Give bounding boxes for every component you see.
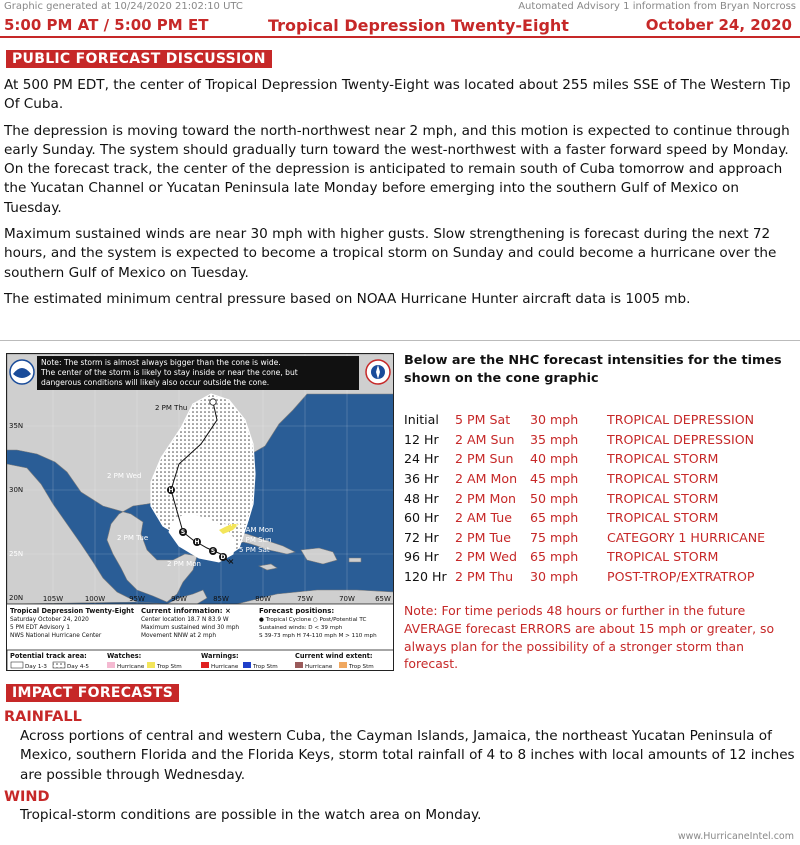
forecast-intensities (404, 352, 796, 673)
section-divider (0, 340, 800, 341)
legend-warnings-title: Warnings: (201, 652, 239, 660)
lon-label: 95W (129, 595, 145, 603)
forecast-time: 5 PM Sat (455, 412, 511, 428)
nws-logo-icon (366, 360, 390, 384)
forecast-hour: 96 Hr (404, 549, 439, 565)
info-location: Center location 18.7 N 83.9 W (141, 617, 229, 623)
current-position-mark: × (227, 557, 235, 566)
legend-hurricane-warning-swatch (201, 662, 209, 668)
info-max-wind: Maximum sustained wind 30 mph (141, 625, 240, 631)
info-current-title: Current information: × (141, 607, 231, 615)
legend-day13: Day 1-3 (25, 664, 47, 670)
lat-label: 30N (9, 486, 24, 494)
lat-label: 20N (9, 594, 24, 602)
forecast-table (404, 410, 765, 586)
track-letter: D (220, 554, 226, 561)
forecast-hour: 12 Hr (404, 431, 439, 447)
table-row (404, 547, 765, 567)
forecast-time: 2 PM Thu (455, 569, 514, 585)
lat-label: 35N (9, 422, 24, 430)
cone-graphic (6, 353, 394, 671)
info-movement: Movement NNW at 2 mph (141, 633, 216, 639)
discussion-paragraph: The depression is moving toward the north-northwest near 2 mph, and this motion is expected to continue through early Sunday. The system should gradually turn toward the west-northwest with a faster forward speed by Monday. On the forecast track, the center of the depression is anticipated to remain south of Cuba tomorrow and approach the Yucatan Channel or Yucatan Peninsula late Monday before emerging into the southern Gulf of Mexico on Tuesday. (4, 122, 790, 216)
forecast-wind: 65 mph (530, 510, 579, 526)
advisory-source: Automated Advisory 1 information from Bryan Norcross (518, 1, 796, 12)
forecast-wind: 65 mph (530, 549, 579, 565)
rainfall-text: Across portions of central and western Cuba, the Cayman Islands, Jamaica, the northeast Yucatan Peninsula of Mexico, southern Florida and the Florida Keys, storm total rainfall of 4 to 8 inches with local amounts of 12 inches are possible through Wednesday. (20, 728, 795, 783)
lon-label: 100W (84, 595, 106, 603)
info-advisory: 5 PM EDT Advisory 1 (10, 625, 70, 631)
forecast-time: 2 AM Sun (455, 431, 515, 447)
longitude-labels (43, 595, 391, 603)
track-letter: H (194, 539, 200, 546)
forecast-category: TROPICAL STORM (607, 549, 719, 565)
legend-ts-wind: Trop Stm (349, 664, 374, 670)
forecast-time: 2 PM Sun (455, 451, 514, 467)
track-label: 2 PM Tue (117, 534, 149, 542)
forecast-intro: Below are the NHC forecast intensities for the times shown on the cone graphic (404, 353, 782, 386)
lon-label: 90W (171, 595, 187, 603)
discussion-paragraph: The estimated minimum central pressure based on NOAA Hurricane Hunter aircraft data is 1005 mb. (4, 290, 691, 307)
info-positions-title: Forecast positions: (259, 607, 335, 615)
forecast-time: 2 PM Tue (455, 529, 511, 545)
track-label: 2 AM Mon (239, 526, 274, 534)
table-row (404, 449, 765, 469)
forecast-wind: 35 mph (530, 431, 579, 447)
legend-day45: Day 4-5 (67, 664, 89, 670)
page-header (0, 14, 800, 38)
legend-day13-swatch (11, 662, 23, 668)
footer-url: www.HurricaneIntel.com (677, 831, 794, 842)
meta-bar (0, 0, 800, 14)
generated-timestamp: Graphic generated at 10/24/2020 21:02:10 UTC (4, 1, 243, 12)
legend-wind-title: Current wind extent: (295, 652, 373, 660)
forecast-category: TROPICAL DEPRESSION (607, 412, 755, 428)
discussion-paragraph: Maximum sustained winds are near 30 mph with higher gusts. Slow strengthening is forecast during the next 72 hours, and the system is expected to become a tropical storm on Sunday and could become a hurricane over the southern Gulf of Mexico on Tuesday. (4, 226, 777, 281)
track-label: 2 PM Wed (107, 472, 142, 480)
noaa-logo-icon (10, 360, 34, 384)
lon-label: 70W (339, 595, 355, 603)
forecast-error-note: Note: For time periods 48 hours or further in the future AVERAGE forecast ERRORS are about 15 mph or greater, so always plan for the possibility of a stronger storm than forecast. (404, 603, 775, 672)
impact-banner: IMPACT FORECASTS (6, 684, 179, 702)
forecast-category: TROPICAL STORM (607, 510, 719, 526)
lat-label: 25N (9, 550, 24, 558)
legend-ts-warning: Trop Stm (253, 664, 278, 670)
rainfall-heading: RAINFALL (4, 709, 82, 725)
legend-track-title: Potential track area: (10, 652, 87, 660)
wind-text: Tropical-storm conditions are possible in the watch area on Monday. (20, 807, 482, 823)
forecast-category: CATEGORY 1 HURRICANE (607, 529, 766, 545)
forecast-hour: 60 Hr (404, 510, 439, 526)
forecast-time: 2 AM Mon (455, 471, 518, 487)
forecast-time: 2 PM Mon (455, 490, 517, 506)
legend-day45-swatch (53, 662, 65, 668)
info-positions-a: ● Tropical Cyclone ○ Post/Potential TC (259, 617, 367, 623)
table-row (404, 567, 765, 587)
table-row (404, 430, 765, 450)
discussion-text (4, 76, 796, 316)
forecast-wind: 45 mph (530, 471, 579, 487)
cone-map (7, 354, 394, 671)
forecast-hour: 48 Hr (404, 490, 439, 506)
legend-hurricane-watch: Hurricane (117, 664, 145, 670)
advisory-date: October 24, 2020 (645, 16, 792, 34)
legend-hurricane-warning: Hurricane (211, 664, 239, 670)
forecast-category: TROPICAL STORM (607, 451, 719, 467)
track-label: 2 PM Mon (167, 560, 201, 568)
legend-ts-wind-swatch (339, 662, 347, 668)
forecast-hour: 72 Hr (404, 529, 439, 545)
forecast-hour: 120 Hr (404, 569, 447, 585)
table-row (404, 488, 765, 508)
track-label: 5 PM Sat (239, 546, 270, 554)
legend-watches-title: Watches: (107, 652, 142, 660)
lon-label: 105W (42, 595, 64, 603)
legend-hurricane-watch-swatch (107, 662, 115, 668)
lon-label: 85W (213, 595, 229, 603)
table-row (404, 469, 765, 489)
forecast-time: 2 AM Tue (455, 510, 513, 526)
forecast-category: TROPICAL DEPRESSION (607, 431, 755, 447)
forecast-wind: 40 mph (530, 451, 579, 467)
info-storm: Tropical Depression Twenty-Eight (10, 607, 135, 615)
forecast-time: 2 PM Wed (455, 549, 517, 565)
track-letter: S (180, 529, 186, 536)
map-note-line: Note: The storm is almost always bigger than the cone is wide. (41, 358, 281, 367)
map-note (40, 358, 298, 387)
advisory-time: 5:00 PM AT / 5:00 PM ET (4, 16, 209, 34)
forecast-hour: 36 Hr (404, 471, 439, 487)
forecast-category: POST-TROP/EXTRATROP (607, 569, 755, 585)
legend-ts-warning-swatch (243, 662, 251, 668)
track-point (210, 399, 216, 405)
info-positions-c: S 39-73 mph H 74-110 mph M > 110 mph (259, 633, 377, 639)
info-positions-b: Sustained winds: D < 39 mph (259, 625, 343, 631)
track-label: 2 AM Tue (215, 520, 247, 528)
legend-ts-watch: Trop Stm (157, 664, 182, 670)
legend-hurricane-wind-swatch (295, 662, 303, 668)
table-row (404, 528, 765, 548)
forecast-wind: 30 mph (530, 569, 579, 585)
forecast-wind: 50 mph (530, 490, 579, 506)
track-letter: H (168, 487, 174, 494)
forecast-category: TROPICAL STORM (607, 490, 719, 506)
forecast-hour: 24 Hr (404, 451, 439, 467)
info-date: Saturday October 24, 2020 (10, 617, 89, 623)
lon-label: 80W (255, 595, 271, 603)
puerto-rico-land (349, 558, 361, 562)
map-note-line: The center of the storm is likely to stay inside or near the cone, but (41, 368, 298, 377)
discussion-banner: PUBLIC FORECAST DISCUSSION (6, 50, 272, 68)
track-label: 2 PM Thu (155, 404, 188, 412)
track-label: 2 PM Sun (239, 536, 272, 544)
forecast-wind: 30 mph (530, 412, 579, 428)
discussion-paragraph: At 500 PM EDT, the center of Tropical Depression Twenty-Eight was located about 255 miles SSE of The Western Tip Of Cuba. (4, 77, 791, 113)
wind-heading: WIND (4, 789, 50, 805)
map-note-line: dangerous conditions will likely also occur outside the cone. (41, 378, 270, 387)
legend-hurricane-wind: Hurricane (305, 664, 333, 670)
table-row (404, 508, 765, 528)
lon-label: 75W (297, 595, 313, 603)
forecast-hour: Initial (404, 412, 439, 428)
lon-label: 65W (375, 595, 391, 603)
forecast-category: TROPICAL STORM (607, 471, 719, 487)
forecast-wind: 75 mph (530, 529, 579, 545)
info-center: NWS National Hurricane Center (10, 633, 102, 639)
track-letter: S (210, 548, 216, 555)
table-row (404, 410, 765, 430)
legend-ts-watch-swatch (147, 662, 155, 668)
storm-name: Tropical Depression Twenty-Eight (268, 16, 569, 35)
